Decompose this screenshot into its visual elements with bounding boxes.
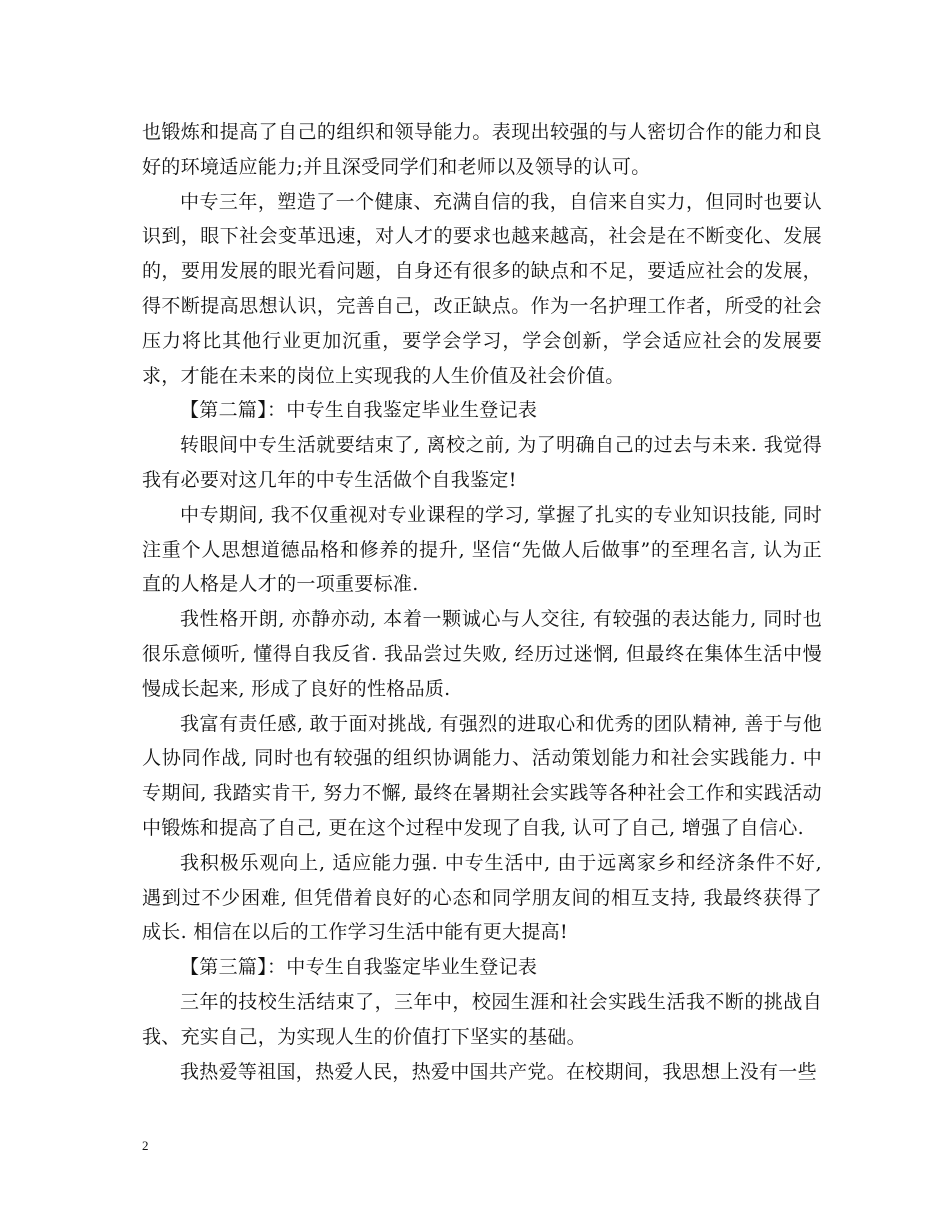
section-heading-2: 【第二篇】：中专生自我鉴定毕业生登记表 xyxy=(180,399,538,422)
paragraph-8: 三年的技校生活结束了，三年中，校园生涯和社会实践生活我不断的挑战自我、充实自己，为实现人生的价值打下坚实的基础。 xyxy=(142,990,822,1048)
paragraph-2: 中专三年，塑造了一个健康、充满自信的我，自信来自实力，但同时也要认识到，眼下社会变革迅速，对人才的要求也越来越高，社会是在不断变化、发展的，要用发展的眼光看问题，自身还有很多的缺点和不足，要适应社会的发展，得不断提高思想认识，完善自己，改正缺点。作为一名护理工作者，所受的社会压力将比其他行业更加沉重，要学会学习，学会创新，学会适应社会的发展要求，才能在未来的岗位上实现我的人生价值及社会价值。 xyxy=(142,190,822,387)
paragraph-3: 转眼间中专生活就要结束了, 离校之前, 为了明确自己的过去与未来. 我觉得我有必要对这几年的中专生活做个自我鉴定! xyxy=(142,434,822,491)
paragraph-4: 中专期间, 我不仅重视对专业课程的学习, 掌握了扎实的专业知识技能, 同时注重个人思想道德品格和修养的提升, 坚信“先做人后做事”的至理名言, 认为正直的人格是人才的一项重要标准. xyxy=(142,503,822,596)
page-number: 2 xyxy=(142,1138,149,1153)
paragraph-7: 我积极乐观向上, 适应能力强. 中专生活中, 由于远离家乡和经济条件不好, 遇到过不少困难, 但凭借着良好的心态和同学朋友间的相互支持, 我最终获得了成长. 相信在以后的工作学习生活中能有更大提高! xyxy=(142,851,822,944)
paragraph-5: 我性格开朗, 亦静亦动, 本着一颗诚心与人交往, 有较强的表达能力, 同时也很乐意倾听, 懂得自我反省. 我品尝过失败, 经历过迷惘, 但最终在集体生活中慢慢成长起来, 形成了良好的性格品质. xyxy=(142,608,822,700)
paragraph-9: 我热爱等祖国，热爱人民，热爱中国共产党。在校期间，我思想上没有一些 xyxy=(180,1060,817,1083)
paragraph-1: 也锻炼和提高了自己的组织和领导能力。表现出较强的与人密切合作的能力和良好的环境适应能力;并且深受同学们和老师以及领导的认可。 xyxy=(142,121,822,178)
document-body xyxy=(142,115,822,1089)
section-heading-3: 【第三篇】：中专生自我鉴定毕业生登记表 xyxy=(180,956,538,979)
paragraph-6: 我富有责任感, 敢于面对挑战, 有强烈的进取心和优秀的团队精神, 善于与他人协同作战, 同时也有较强的组织协调能力、活动策划能力和社会实践能力. 中专期间, 我踏实肯干, 努力不懈, 最终在暑期社会实践等各种社会工作和实践活动中锻炼和提高了自己, 更在这个过程中发现了自我, 认可了自己, 增强了自信心. xyxy=(142,712,822,839)
